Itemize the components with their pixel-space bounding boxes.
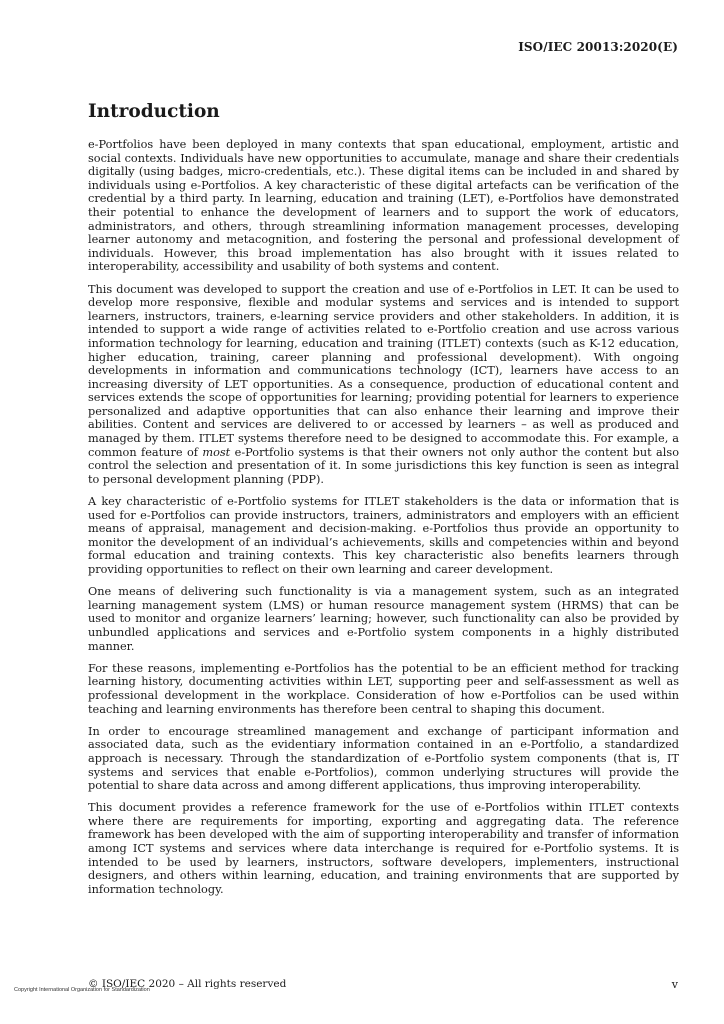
paragraph: This document provides a reference framework for the use of e-Portfolios within ITLET contexts where there are requirements for importing, exporting and aggregating data. The reference framework has been developed with the aim of supporting interoperability and transfer of information among ICT systems and services where data interchange is required for e-Portfolio systems. It is intended to be used by learners, instructors, software developers, implementers, instructional designers, and others within learning, education, and training environments that are supported by information technology. <box>88 801 679 896</box>
paragraph <box>88 283 679 487</box>
body-text <box>88 138 679 905</box>
paragraph: For these reasons, implementing e-Portfolios has the potential to be an efficient method for tracking learning history, documenting activities within LET, supporting peer and self-assessment as well as professional development in the workplace. Consideration of how e-Portfolios can be used within teaching and learning environments has therefore been central to shaping this document. <box>88 661 679 716</box>
emphasis-text: most <box>202 445 231 459</box>
paragraph: One means of delivering such functionality is via a management system, such as an integrated learning management system (LMS) or human resource management system (HRMS) that can be used to monitor and organize learners’ learning; however, such functionality can also be provided by unbundled applications and services and e-Portfolio system components in a highly distributed manner. <box>88 585 679 653</box>
copyright-watermark: Copyright International Organization for Standardization <box>14 987 150 993</box>
section-title: Introduction <box>88 101 220 122</box>
page-number: v <box>671 978 678 991</box>
document-identifier: ISO/IEC 20013:2020(E) <box>518 40 678 54</box>
paragraph: A key characteristic of e-Portfolio systems for ITLET stakeholders is the data or information that is used for e-Portfolios can provide instructors, trainers, administrators and employers with an efficient means of appraisal, management and decision-making. e-Portfolios thus provide an opportunity to monitor the development of an individual’s achievements, skills and competencies within and beyond formal education and training contexts. This key characteristic also benefits learners through providing opportunities to reflect on their own learning and career development. <box>88 495 679 576</box>
paragraph-text: This document was developed to support the creation and use of e-Portfolios in LET. It can be used to develop more responsive, flexible and modular systems and services and is intended to support learners, instructors, trainers, e-learning service providers and other stakeholders. In addition, it is intended to support a wide range of activities related to e-Portfolio creation and use across various information technology for learning, education and training (ITLET) contexts (such as K-12 education, higher education, training, career planning and professional development). With ongoing developments in information and communications technology (ICT), learners have access to an increasing diversity of LET opportunities. As a consequence, production of educational content and services extends the scope of opportunities for learning; providing potential for learners to experience personalized and adaptive opportunities that can also enhance their learning and improve their abilities. Content and services are delivered to or accessed by learners – as well as produced and managed by them. ITLET systems therefore need to be designed to accommodate this. For example, a common feature of <box>88 282 679 459</box>
paragraph: In order to encourage streamlined management and exchange of participant information and associated data, such as the evidentiary information contained in an e-Portfolio, a standardized approach is necessary. Through the standardization of e-Portfolio system components (that is, IT systems and services that enable e-Portfolios), common underlying structures will provide the potential to share data across and among different applications, thus improving interoperability. <box>88 724 679 793</box>
paragraph: e-Portfolios have been deployed in many contexts that span educational, employment, artistic and social contexts. Individuals have new opportunities to accumulate, manage and share their credentials digitally (using badges, micro-credentials, etc.). These digital items can be included in and shared by individuals using e-Portfolios. A key characteristic of these digital artefacts can be verification of the credential by a third party. In learning, education and training (LET), e-Portfolios have demonstrated their potential to enhance the development of learners and to support the work of educators, administrators, and others, through streamlining information management processes, developing learner autonomy and metacognition, and fostering the personal and professional development of individuals. However, this broad implementation has also brought with it issues related to interoperability, accessibility and usability of both systems and content. <box>88 138 679 274</box>
paragraph-text: e-Portfolio systems is that their owners not only author the content but also control the selection and presentation of it. In some jurisdictions this key function is seen as integral to personal development planning (PDP). <box>88 445 679 486</box>
footer-copyright: © ISO/IEC 2020 – All rights reserved <box>88 978 287 990</box>
